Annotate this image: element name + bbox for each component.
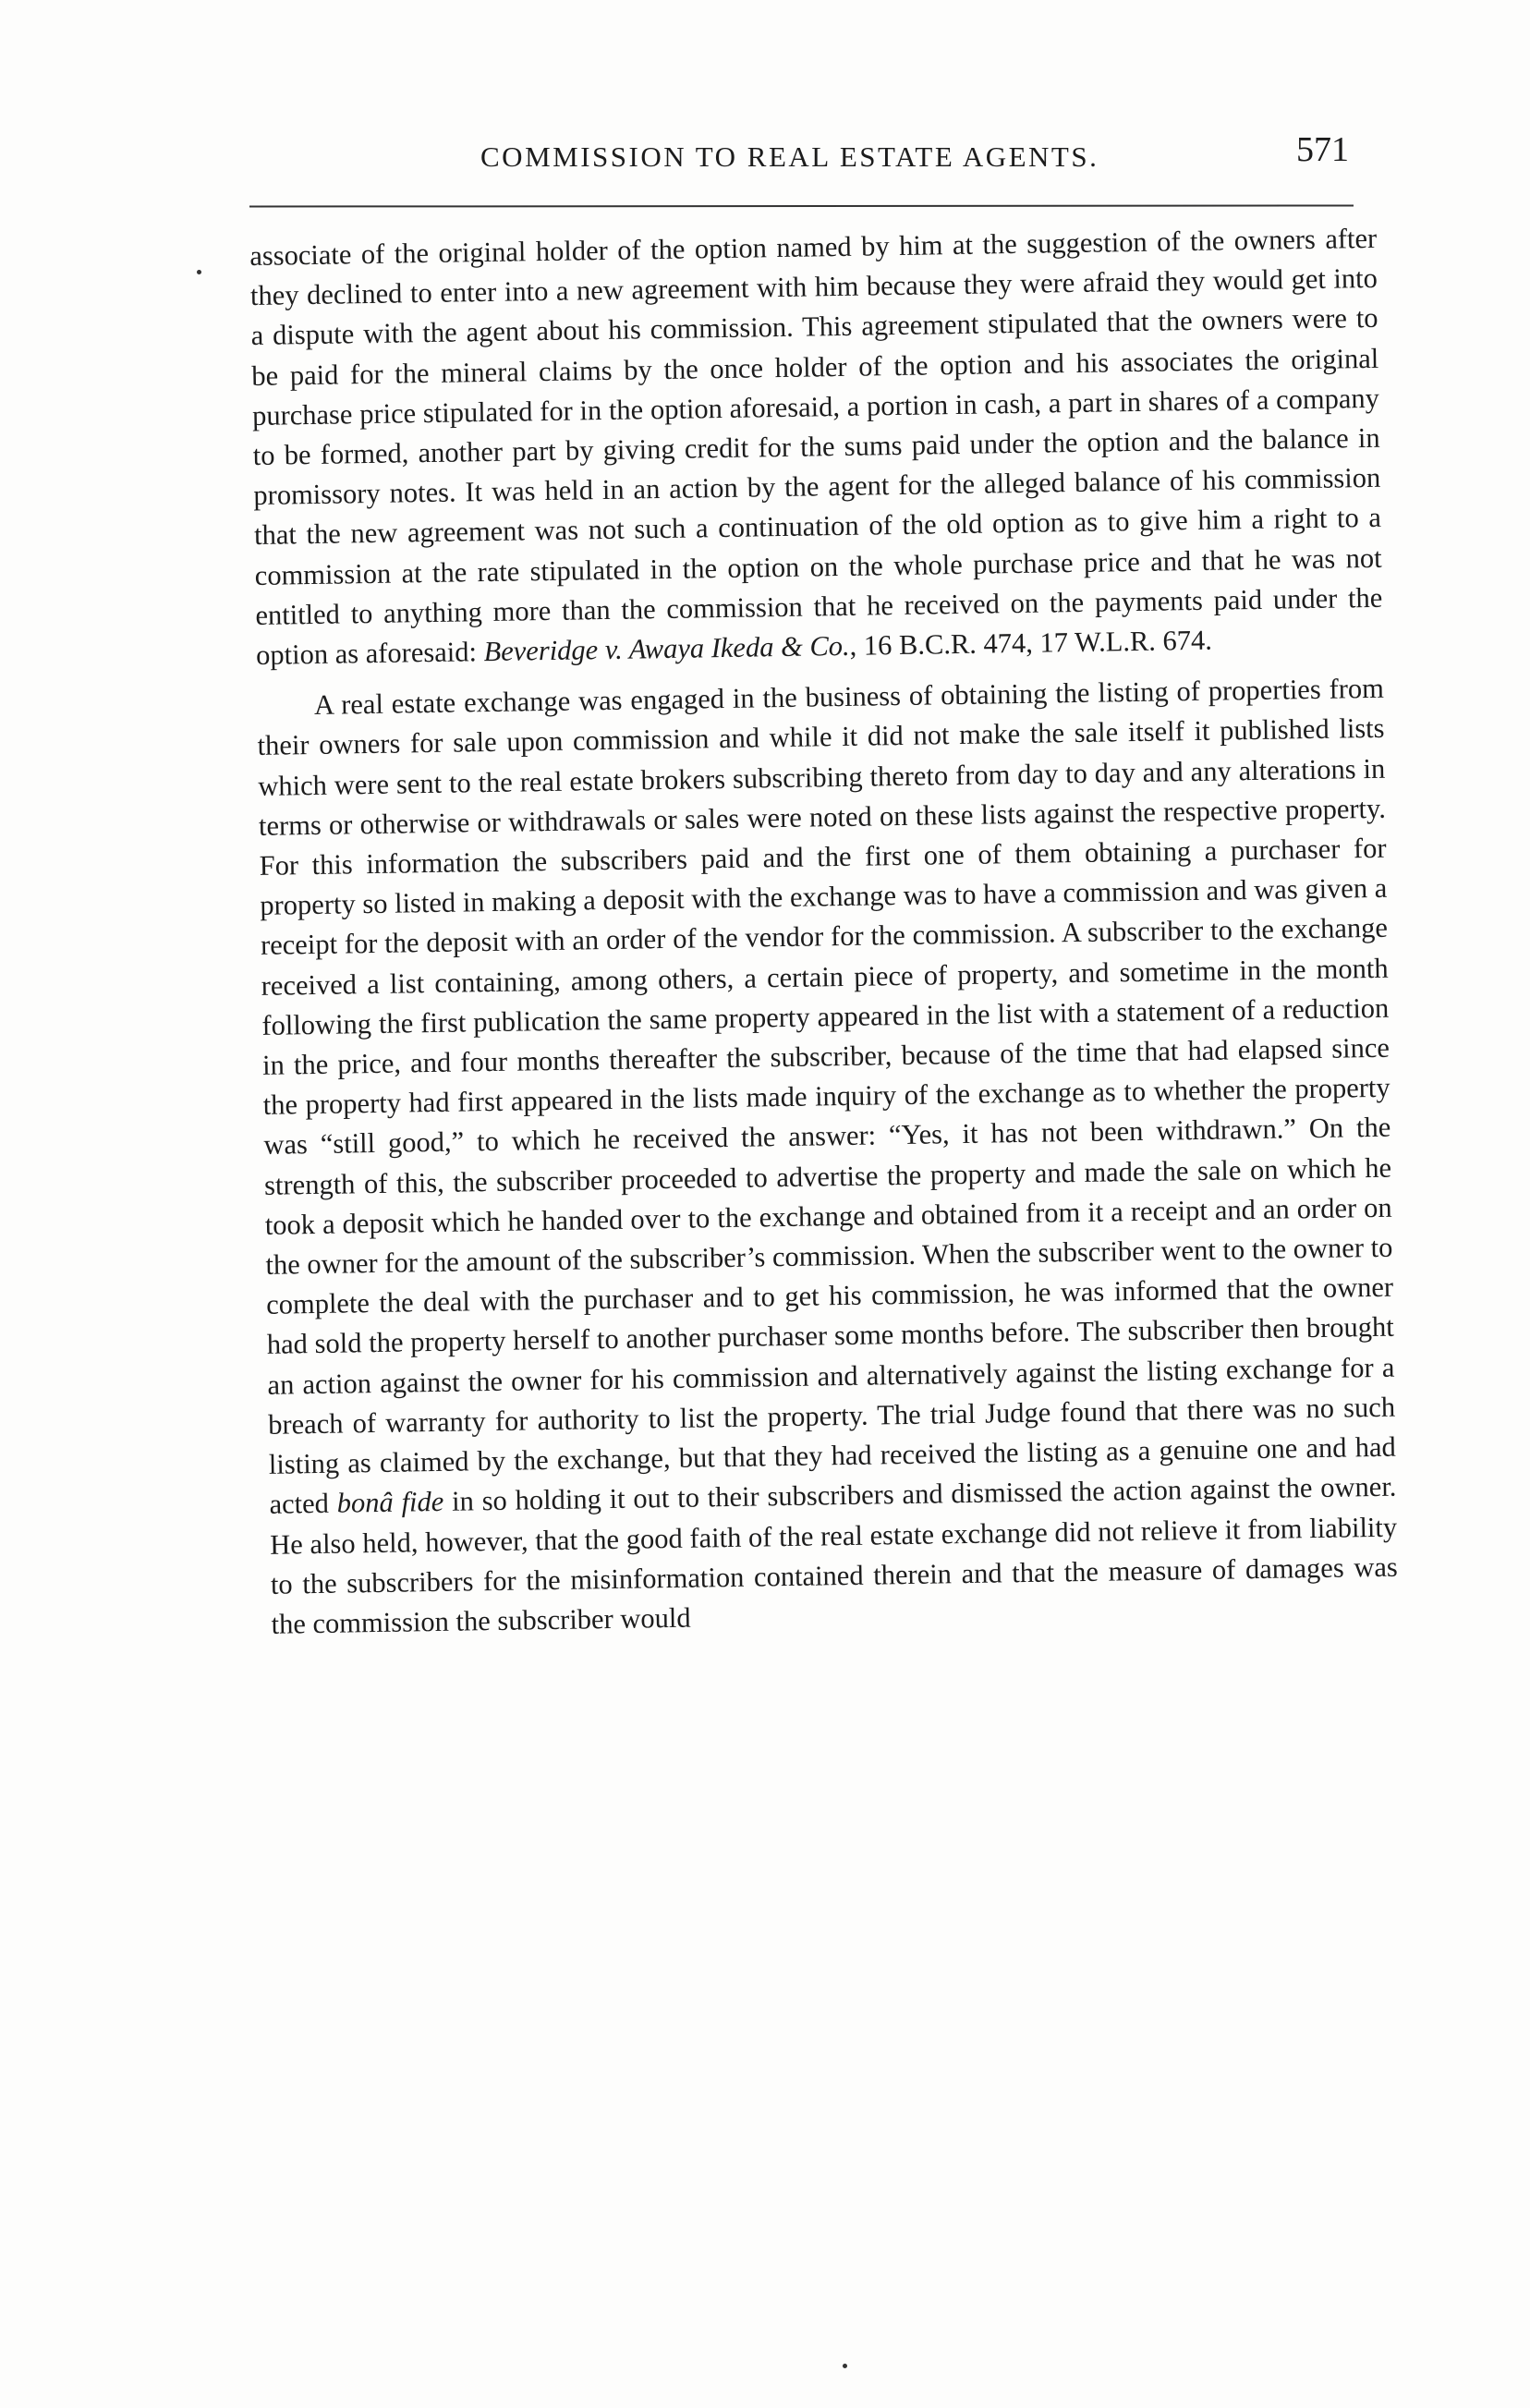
- latin-phrase: bonâ fide: [336, 1486, 444, 1519]
- paragraph-2-continuation: in so holding it out to their subscribers and dismissed the action against the owner. He also held, however, that the good faith of the real estate exchange did not relieve it from liability to the subscribers for the misinformation contained therein and that the measure of damages was the commission the subscriber would: [269, 1470, 1399, 1640]
- page-number: 571: [1296, 130, 1349, 169]
- running-head: [249, 129, 1358, 185]
- case-citation: Beveridge v. Awaya Ikeda & Co.: [483, 629, 850, 668]
- paragraph-1-text: associate of the original holder of the option named by him at the suggestion of the owners after they declined to enter into a new agreement with him because they were afraid they would get into a dispute with the agent about his commission. This agreement stipulated that the owners were to be paid for the mineral claims by the once holder of the option and his associates the original purchase price stipulated for in the option aforesaid, a portion in cash, a part in shares of a company to be formed, another part by giving credit for the sums paid under the option and the balance in promissory notes. It was held in an action by the agent for the alleged balance of his commission that the new agreement was not such a continuation of the old option as to give him a right to a commission at the rate stipulated in the option on the whole purchase price and that he was not entitled to anything more than the commission that he received on the payments paid under the option as aforesaid:: [249, 222, 1383, 671]
- paragraph-2: [257, 669, 1399, 1645]
- running-title: COMMISSION TO REAL ESTATE AGENTS.: [480, 140, 1099, 173]
- margin-mark: [197, 270, 201, 274]
- citation-reporter: , 16 B.C.R. 474, 17 W.L.R. 674.: [849, 624, 1213, 662]
- body-text: [249, 219, 1399, 1656]
- paragraph-1: [249, 219, 1383, 675]
- page-speck: [843, 2364, 847, 2368]
- header-rule: [249, 204, 1354, 207]
- paragraph-2-text: A real estate exchange was engaged in the business of obtaining the listing of properties from their owners for sale upon commission and while it did not make the sale itself it published lists which were sent to the real estate brokers subscribing thereto from day to day and any alterations in terms or otherwise or withdrawals or sales were noted on these lists against the respective property. For this information the subscribers paid and the first one of them obtaining a purchaser for property so listed in making a deposit with the exchange was to have a commission and was given a receipt for the deposit with an order of the vendor for the commission. A subscriber to the exchange received a list containing, among others, a certain piece of property, and sometime in the month following the first publication the same property appeared in the list with a statement of a reduction in the price, and four months thereafter the subscriber, because of the time that had elapsed since the property had first appeared in the lists made inquiry of the exchange as to whether the property was “still good,” to which he received the answer: “Yes, it has not been withdrawn.” On the strength of this, the subscriber proceeded to advertise the property and made the sale on which he took a deposit which he handed over to the exchange and obtained from it a receipt and an order on the owner for the amount of the subscriber’s commission. When the subscriber went to the owner to complete the deal with the purchaser and to get his commission, he was informed that the owner had sold the property herself to another purchaser some months before. The subscriber then brought an action against the owner for his commission and alternatively against the listing exchange for a breach of warranty for authority to list the property. The trial Judge found that there was no such listing as claimed by the exchange, but that they had received the listing as a genuine one and had acted: [257, 673, 1396, 1521]
